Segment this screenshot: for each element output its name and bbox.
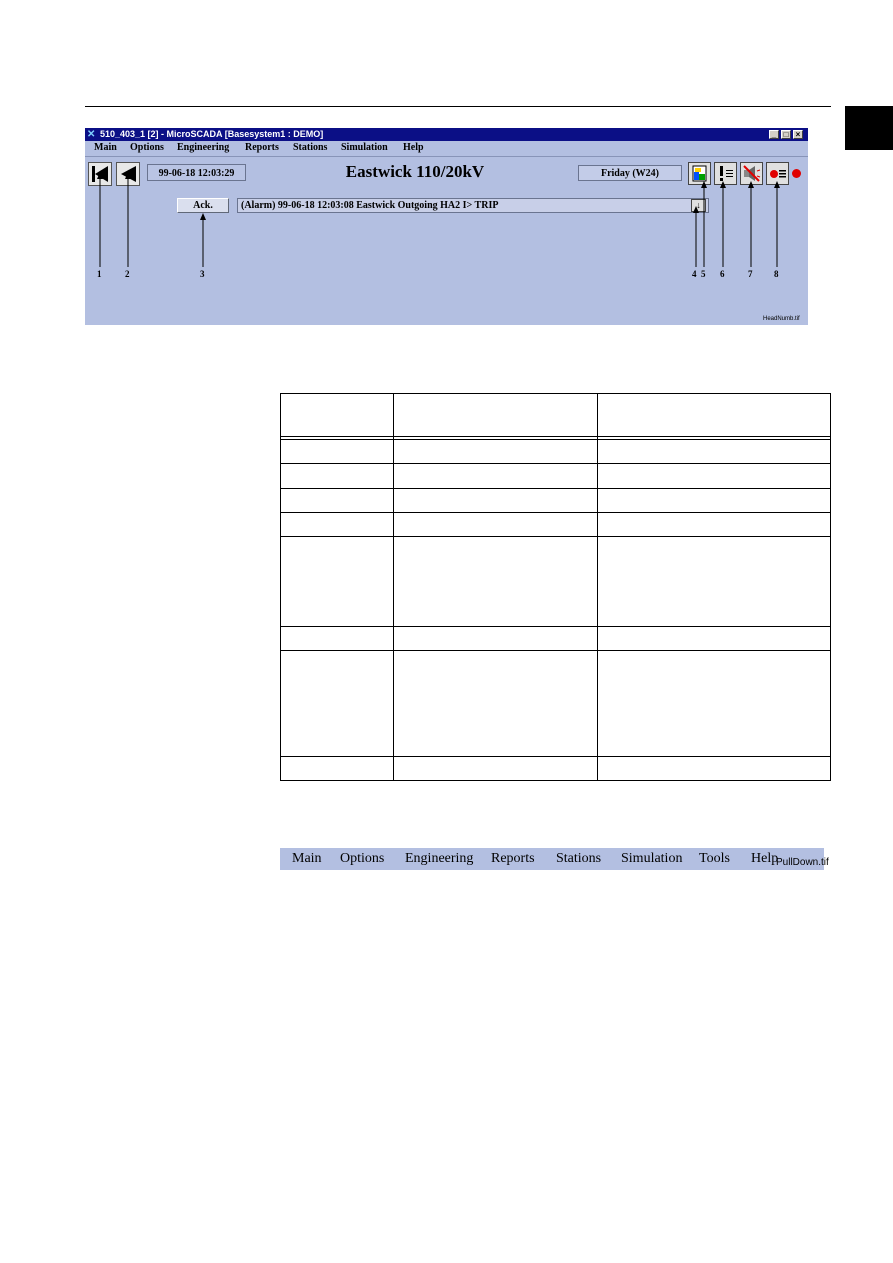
menu-reports[interactable]: Reports <box>245 142 279 153</box>
app-icon: ✕ <box>87 129 96 140</box>
window-title: 510_403_1 [2] - MicroSCADA [Basesystem1 : DEMO] <box>100 129 324 139</box>
date-time-display: 99-06-18 12:03:29 <box>147 164 246 181</box>
menu-simulation[interactable]: Simulation <box>341 142 388 153</box>
station-title: Eastwick 110/20kV <box>345 162 485 181</box>
pulldown-stations[interactable]: Stations <box>556 851 602 866</box>
minimize-button[interactable]: _ <box>769 130 779 139</box>
table-header-rule <box>280 436 831 437</box>
callout-5: 5 <box>701 269 706 279</box>
pulldown-options[interactable]: Options <box>340 851 385 866</box>
table-column-rule <box>393 393 394 781</box>
table-border-bottom <box>280 780 831 781</box>
table-row-rule <box>280 626 831 627</box>
alarm-row[interactable]: (Alarm) 99-06-18 12:03:08 Eastwick Outgoing HA2 I> TRIP <box>237 198 709 213</box>
maximize-button[interactable]: □ <box>781 130 791 139</box>
header-rule <box>85 106 831 107</box>
description-table <box>280 393 831 781</box>
menu-engineering[interactable]: Engineering <box>177 142 230 153</box>
menu-options[interactable]: Options <box>130 142 164 153</box>
table-row-rule <box>280 463 831 464</box>
table-border-left <box>280 393 281 781</box>
table-border-top <box>280 393 831 394</box>
callout-arrows <box>85 128 808 325</box>
microscada-screenshot <box>85 128 808 325</box>
menu-main[interactable]: Main <box>94 142 117 153</box>
acknowledge-button[interactable]: Ack. <box>177 198 229 213</box>
chapter-tab-marker <box>845 106 893 150</box>
pulldown-main[interactable]: Main <box>292 851 322 866</box>
table-row-rule <box>280 650 831 651</box>
pulldown-menu-figure <box>280 848 829 870</box>
menu-help[interactable]: Help <box>403 142 424 153</box>
table-border-right <box>830 393 831 781</box>
table-row-rule <box>280 756 831 757</box>
pulldown-figure-filename: PullDown.tif <box>776 857 829 868</box>
table-row-rule <box>280 512 831 513</box>
callout-7: 7 <box>748 269 753 279</box>
callout-6: 6 <box>720 269 725 279</box>
alarm-dropdown-button[interactable]: ↓ <box>691 199 706 212</box>
day-week-display: Friday (W24) <box>578 165 682 181</box>
pulldown-tools[interactable]: Tools <box>699 851 730 866</box>
callout-1: 1 <box>97 269 102 279</box>
pulldown-help[interactable]: Help <box>751 851 779 866</box>
callout-8: 8 <box>774 269 779 279</box>
pulldown-reports[interactable]: Reports <box>491 851 535 866</box>
table-column-rule <box>597 393 598 781</box>
figure-filename: HeadNumb.tif <box>763 316 800 322</box>
callout-3: 3 <box>200 269 205 279</box>
table-header-rule-double <box>280 439 831 440</box>
close-button[interactable]: × <box>793 130 803 139</box>
pulldown-engineering[interactable]: Engineering <box>405 851 474 866</box>
table-row-rule <box>280 536 831 537</box>
callout-2: 2 <box>125 269 130 279</box>
pulldown-simulation[interactable]: Simulation <box>621 851 683 866</box>
table-row-rule <box>280 488 831 489</box>
menu-stations[interactable]: Stations <box>293 142 328 153</box>
callout-4: 4 <box>692 269 697 279</box>
